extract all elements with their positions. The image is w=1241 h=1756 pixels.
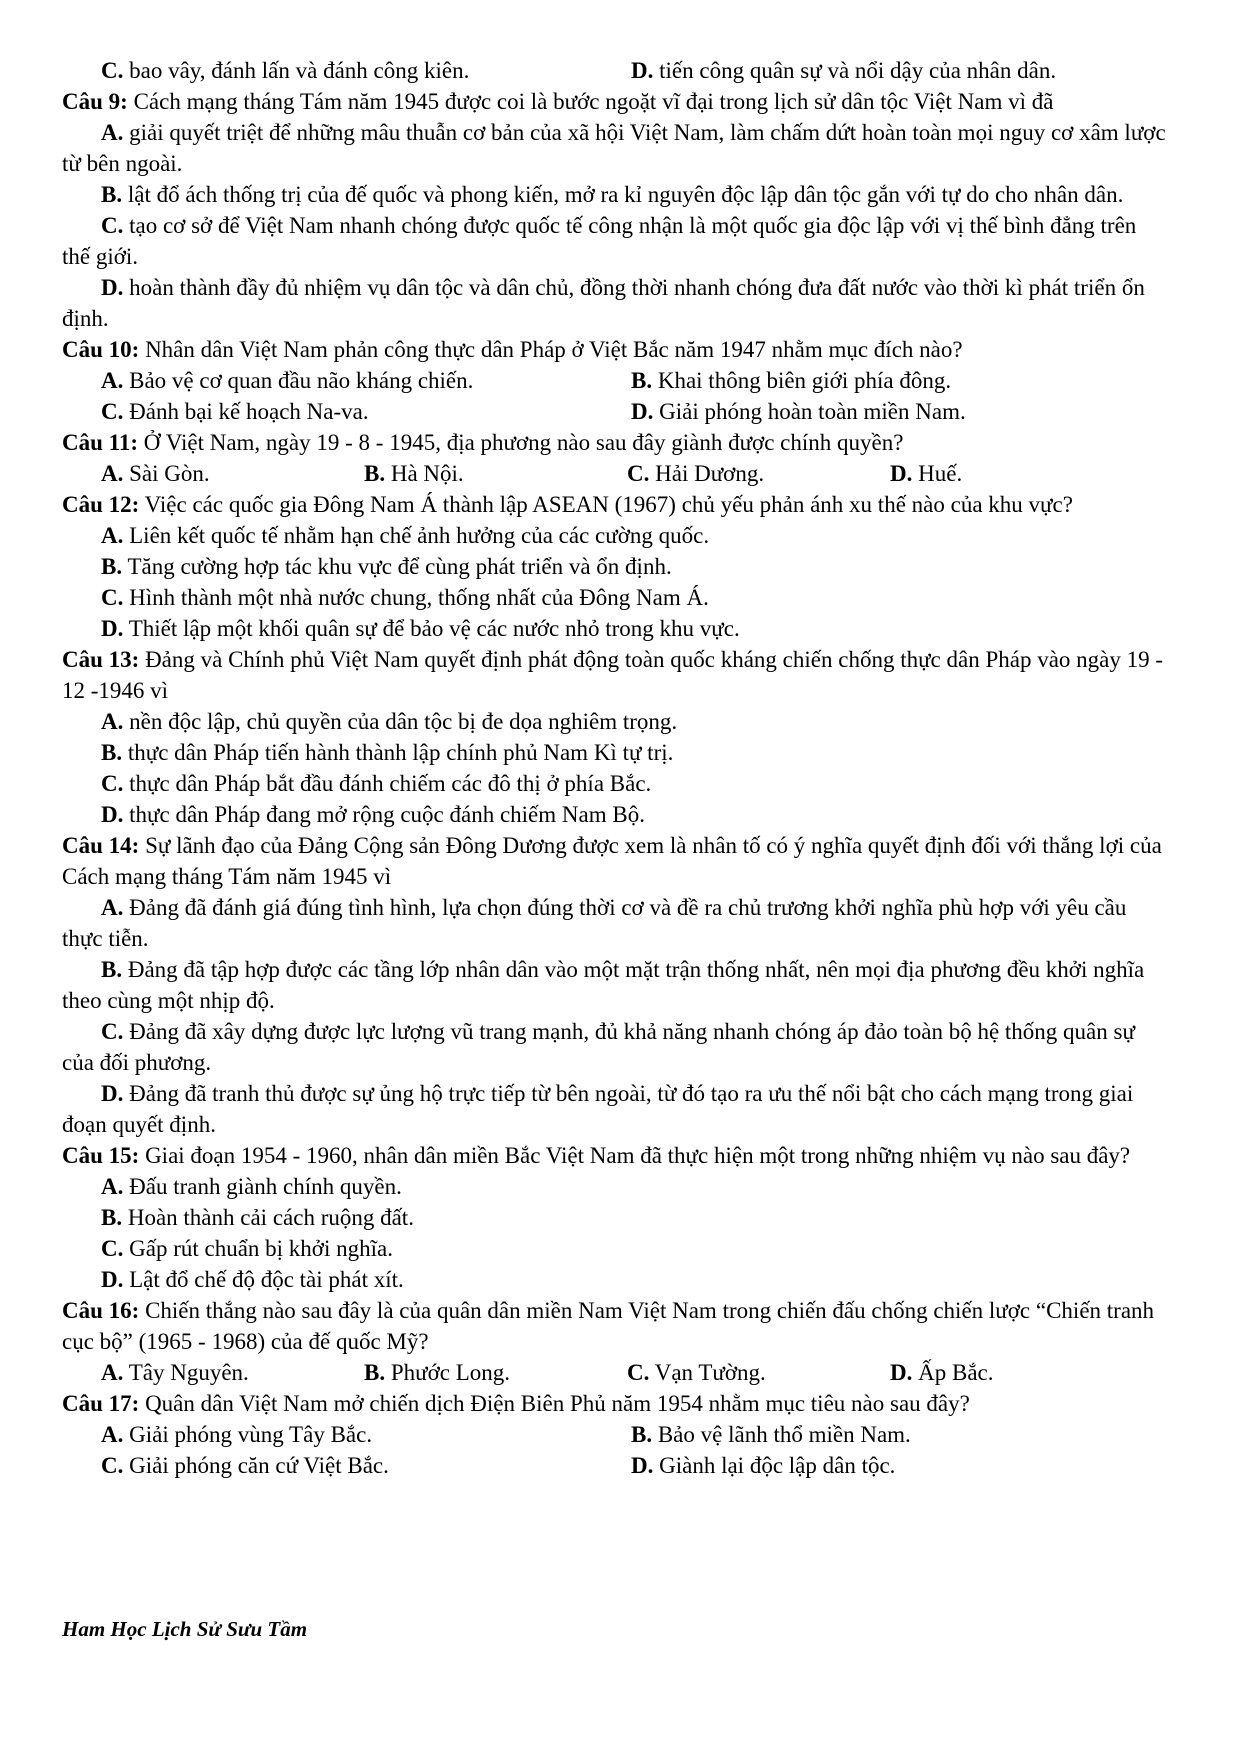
option-b: B. Tăng cường hợp tác khu vực để cùng phát triển và ổn định. (101, 554, 672, 579)
question-11 (62, 427, 1170, 489)
option-d: D. Đảng đã tranh thủ được sự ủng hộ trực tiếp từ bên ngoài, từ đó tạo ra ưu thế nổi bật cho cách mạng trong giai đoạn quyết định. (62, 1081, 1134, 1137)
question-stem: Câu 16: Chiến thắng nào sau đây là của quân dân miền Nam Việt Nam trong chiến đấu chống chiến lược “Chiến tranh cục bộ” (1965 - 1968) của đế quốc Mỹ? (62, 1298, 1155, 1354)
question-14 (62, 830, 1170, 1140)
option-d: D. Ấp Bắc. (890, 1360, 994, 1385)
question-16 (62, 1295, 1170, 1388)
option-d: D. hoàn thành đầy đủ nhiệm vụ dân tộc và dân chủ, đồng thời nhanh chóng đưa đất nước vào thời kì phát triển ổn định. (62, 275, 1145, 331)
option-a: A. Sài Gòn. (101, 461, 210, 486)
option-b: B. thực dân Pháp tiến hành thành lập chính phủ Nam Kì tự trị. (101, 740, 674, 765)
question-17 (62, 1388, 1170, 1481)
option-a: A. Bảo vệ cơ quan đầu não kháng chiến. (101, 368, 474, 393)
question-stem: Câu 11: Ở Việt Nam, ngày 19 - 8 - 1945, địa phương nào sau đây giành được chính quyền? (62, 430, 904, 455)
carry-over-options (62, 55, 1170, 86)
option-a: A. Đảng đã đánh giá đúng tình hình, lựa chọn đúng thời cơ và đề ra chủ trương khởi nghĩa phù hợp với yêu cầu thực tiễn. (62, 895, 1127, 951)
option-d: D. Thiết lập một khối quân sự để bảo vệ các nước nhỏ trong khu vực. (101, 616, 740, 641)
option-d: D. Giành lại độc lập dân tộc. (631, 1453, 896, 1478)
question-stem: Câu 9: Cách mạng tháng Tám năm 1945 được coi là bước ngoặt vĩ đại trong lịch sử dân tộc Việt Nam vì đã (62, 89, 1054, 114)
option-b: B. Đảng đã tập hợp được các tầng lớp nhân dân vào một mặt trận thống nhất, nên mọi địa phương đều khởi nghĩa theo cùng một nhịp độ. (62, 957, 1145, 1013)
options-grid (62, 365, 1170, 427)
option-a: A. giải quyết triệt để những mâu thuẫn cơ bản của xã hội Việt Nam, làm chấm dứt hoàn toàn mọi nguy cơ xâm lược từ bên ngoài. (62, 120, 1166, 176)
option-d: D. tiến công quân sự và nổi dậy của nhân dân. (631, 58, 1057, 83)
question-15 (62, 1140, 1170, 1295)
option-a: A. Đấu tranh giành chính quyền. (101, 1174, 402, 1199)
option-c: C. Đánh bại kế hoạch Na-va. (101, 399, 369, 424)
footer-credit: Ham Học Lịch Sử Sưu Tầm (62, 1617, 308, 1641)
option-a: A. Tây Nguyên. (101, 1360, 249, 1385)
option-b: B. Bảo vệ lãnh thổ miền Nam. (631, 1422, 911, 1447)
question-stem: Câu 10: Nhân dân Việt Nam phản công thực dân Pháp ở Việt Bắc năm 1947 nhằm mục đích nào? (62, 337, 963, 362)
option-a: A. nền độc lập, chủ quyền của dân tộc bị đe dọa nghiêm trọng. (101, 709, 678, 734)
question-13 (62, 644, 1170, 830)
question-stem: Câu 14: Sự lãnh đạo của Đảng Cộng sản Đông Dương được xem là nhân tố có ý nghĩa quyết định đối với thắng lợi của Cách mạng tháng Tám năm 1945 vì (62, 833, 1162, 889)
question-10 (62, 334, 1170, 427)
option-b: B. Hoàn thành cải cách ruộng đất. (101, 1205, 414, 1230)
option-d: D. Giải phóng hoàn toàn miền Nam. (631, 399, 966, 424)
option-c: C. Hải Dương. (627, 461, 765, 486)
option-b: B. Khai thông biên giới phía đông. (631, 368, 952, 393)
question-stem: Câu 15: Giai đoạn 1954 - 1960, nhân dân miền Bắc Việt Nam đã thực hiện một trong những nhiệm vụ nào sau đây? (62, 1143, 1131, 1168)
option-b: B. lật đổ ách thống trị của đế quốc và phong kiến, mở ra kỉ nguyên độc lập dân tộc gắn với tự do cho nhân dân. (101, 182, 1124, 207)
option-d: D. Lật đổ chế độ độc tài phát xít. (101, 1267, 404, 1292)
option-c: C. Đảng đã xây dựng được lực lượng vũ trang mạnh, đủ khả năng nhanh chóng áp đảo toàn bộ hệ thống quân sự của đối phương. (62, 1019, 1135, 1075)
options-grid (62, 1357, 1170, 1388)
option-c: C. tạo cơ sở để Việt Nam nhanh chóng được quốc tế công nhận là một quốc gia độc lập với vị thế bình đẳng trên thế giới. (62, 213, 1137, 269)
option-b: B. Phước Long. (364, 1360, 511, 1385)
option-c: C. bao vây, đánh lấn và đánh công kiên. (101, 58, 470, 83)
option-d: D. Huế. (890, 461, 963, 486)
option-a: A. Liên kết quốc tế nhằm hạn chế ảnh hưởng của các cường quốc. (101, 523, 710, 548)
option-c: C. Vạn Tường. (627, 1360, 766, 1385)
exam-page (62, 55, 1170, 1481)
option-a: A. Giải phóng vùng Tây Bắc. (101, 1422, 373, 1447)
options-grid (62, 1419, 1170, 1481)
question-stem: Câu 13: Đảng và Chính phủ Việt Nam quyết định phát động toàn quốc kháng chiến chống thực dân Pháp vào ngày 19 - 12 -1946 vì (62, 647, 1164, 703)
option-b: B. Hà Nội. (364, 461, 464, 486)
question-12 (62, 489, 1170, 644)
question-stem: Câu 17: Quân dân Việt Nam mở chiến dịch Điện Biên Phủ năm 1954 nhằm mục tiêu nào sau đây? (62, 1391, 970, 1416)
option-c: C. Hình thành một nhà nước chung, thống nhất của Đông Nam Á. (101, 585, 709, 610)
question-9 (62, 86, 1170, 334)
question-stem: Câu 12: Việc các quốc gia Đông Nam Á thành lập ASEAN (1967) chủ yếu phản ánh xu thế nào của khu vực? (62, 492, 1073, 517)
option-d: D. thực dân Pháp đang mở rộng cuộc đánh chiếm Nam Bộ. (101, 802, 645, 827)
option-c: C. Gấp rút chuẩn bị khởi nghĩa. (101, 1236, 393, 1261)
option-c: C. Giải phóng căn cứ Việt Bắc. (101, 1453, 389, 1478)
option-c: C. thực dân Pháp bắt đầu đánh chiếm các đô thị ở phía Bắc. (101, 771, 652, 796)
options-grid (62, 458, 1170, 489)
